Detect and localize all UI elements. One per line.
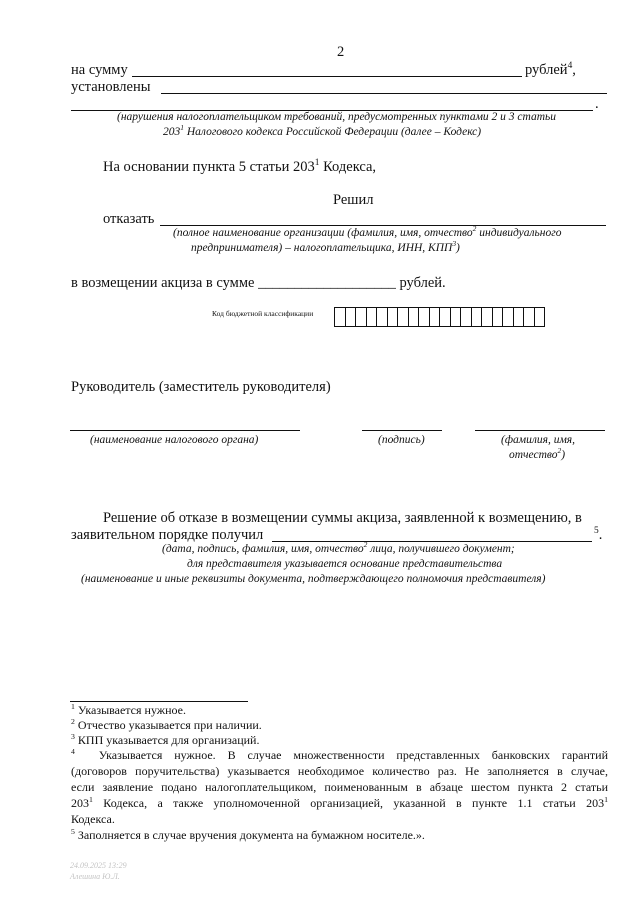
- decision-title: Решил: [333, 192, 374, 208]
- footnote-4-line3: если заявление подано налогоплательщиком, поименованным в абзаце шестом пункта 2 статьи: [71, 780, 608, 794]
- document-stamp-line1: 24.09.2025 13:29: [70, 861, 127, 870]
- authority-caption: (наименование налогового органа): [90, 434, 259, 446]
- violation-caption-line1: (нарушения налогоплательщиком требований, предусмотренных пунктами 2 и 3 статьи: [117, 111, 557, 123]
- footnote-4-line5: Кодекса.: [71, 812, 115, 826]
- violation-caption-line2: $203^1$ Налогового кодекса Российской Федерации (далее – Кодекс): [163, 123, 482, 138]
- amount-label: на сумму: [71, 62, 128, 78]
- kbk-cell[interactable]: [534, 307, 546, 327]
- footnote-separator: [70, 701, 248, 702]
- authority-name-field[interactable]: [70, 430, 300, 431]
- receipt-caption-line1: (дата, подпись, фамилия, имя, отчество$^2$ лица, получившего документ;: [162, 540, 515, 555]
- excise-amount-field[interactable]: ___________________: [258, 275, 396, 291]
- organization-caption-line2: предпринимателя) – налогоплательщика, ИНН, КПП$^3$): [191, 239, 460, 254]
- established-period: .: [595, 96, 599, 112]
- receipt-caption-line3: (наименование и иные реквизиты документа, подтверждающего полномочия представителя): [81, 573, 546, 585]
- receipt-caption-line2: для представителя указывается основание представительства: [187, 558, 503, 570]
- document-stamp-line2: Алешина Ю.Л.: [70, 872, 120, 881]
- footnote-4-line2: (договоров поручительства) указывается необходимое количество раз. Не заполняется в случае,: [71, 764, 608, 778]
- signature-caption: (подпись): [378, 434, 425, 446]
- footnote-4-line4: $203^1$ Кодекса, а также уполномоченной организацией, указанной в пункте 1.1 статьи $203^1$: [71, 795, 608, 810]
- receipt-line1: Решение об отказе в возмещении суммы акциза, заявленной к возмещению, в: [103, 510, 582, 526]
- footnote-1: $^1$ Указывается нужное.: [71, 702, 186, 717]
- receipt-line2: заявительном порядке получил: [71, 527, 264, 543]
- amount-field[interactable]: [132, 76, 522, 77]
- receipt-field[interactable]: [272, 541, 592, 542]
- receipt-footnote-ref: $^5$.: [594, 526, 603, 543]
- refuse-label: отказать: [103, 211, 155, 227]
- kbk-code-field[interactable]: [335, 307, 545, 327]
- footnote-2: $^2$ Отчество указывается при наличии.: [71, 717, 262, 732]
- excise-amount-line: в возмещении акциза в сумме ___________________ рублей.: [71, 275, 446, 291]
- signature-field[interactable]: [362, 430, 442, 431]
- established-label: установлены: [71, 79, 151, 95]
- amount-currency: рублей$^4$,: [525, 61, 576, 78]
- footnote-ref-4: 4: [567, 61, 573, 72]
- organization-field[interactable]: [160, 225, 606, 226]
- footnote-5: $^5$ Заполняется в случае вручения документа на бумажном носителе.».: [71, 827, 425, 842]
- organization-caption-line1: (полное наименование организации (фамилия, имя, отчество$^2$ индивидуального: [173, 224, 562, 239]
- page-number: 2: [337, 44, 345, 60]
- footnote-3: $^3$ КПП указывается для организаций.: [71, 732, 260, 747]
- kbk-label: Код бюджетной классификации: [212, 309, 314, 318]
- established-field-1[interactable]: [161, 93, 607, 94]
- name-caption-line1: (фамилия, имя,: [501, 434, 576, 446]
- name-caption-line2: отчество$^2$): [509, 446, 566, 461]
- footnote-4-line1: $^4$ Указывается нужное. В случае множественности представленных банковских гарантий: [71, 747, 608, 762]
- head-title: Руководитель (заместитель руководителя): [71, 379, 331, 395]
- basis-text: На основании пункта 5 статьи $203^1$ Кодекса,: [103, 158, 377, 175]
- official-name-field[interactable]: [475, 430, 605, 431]
